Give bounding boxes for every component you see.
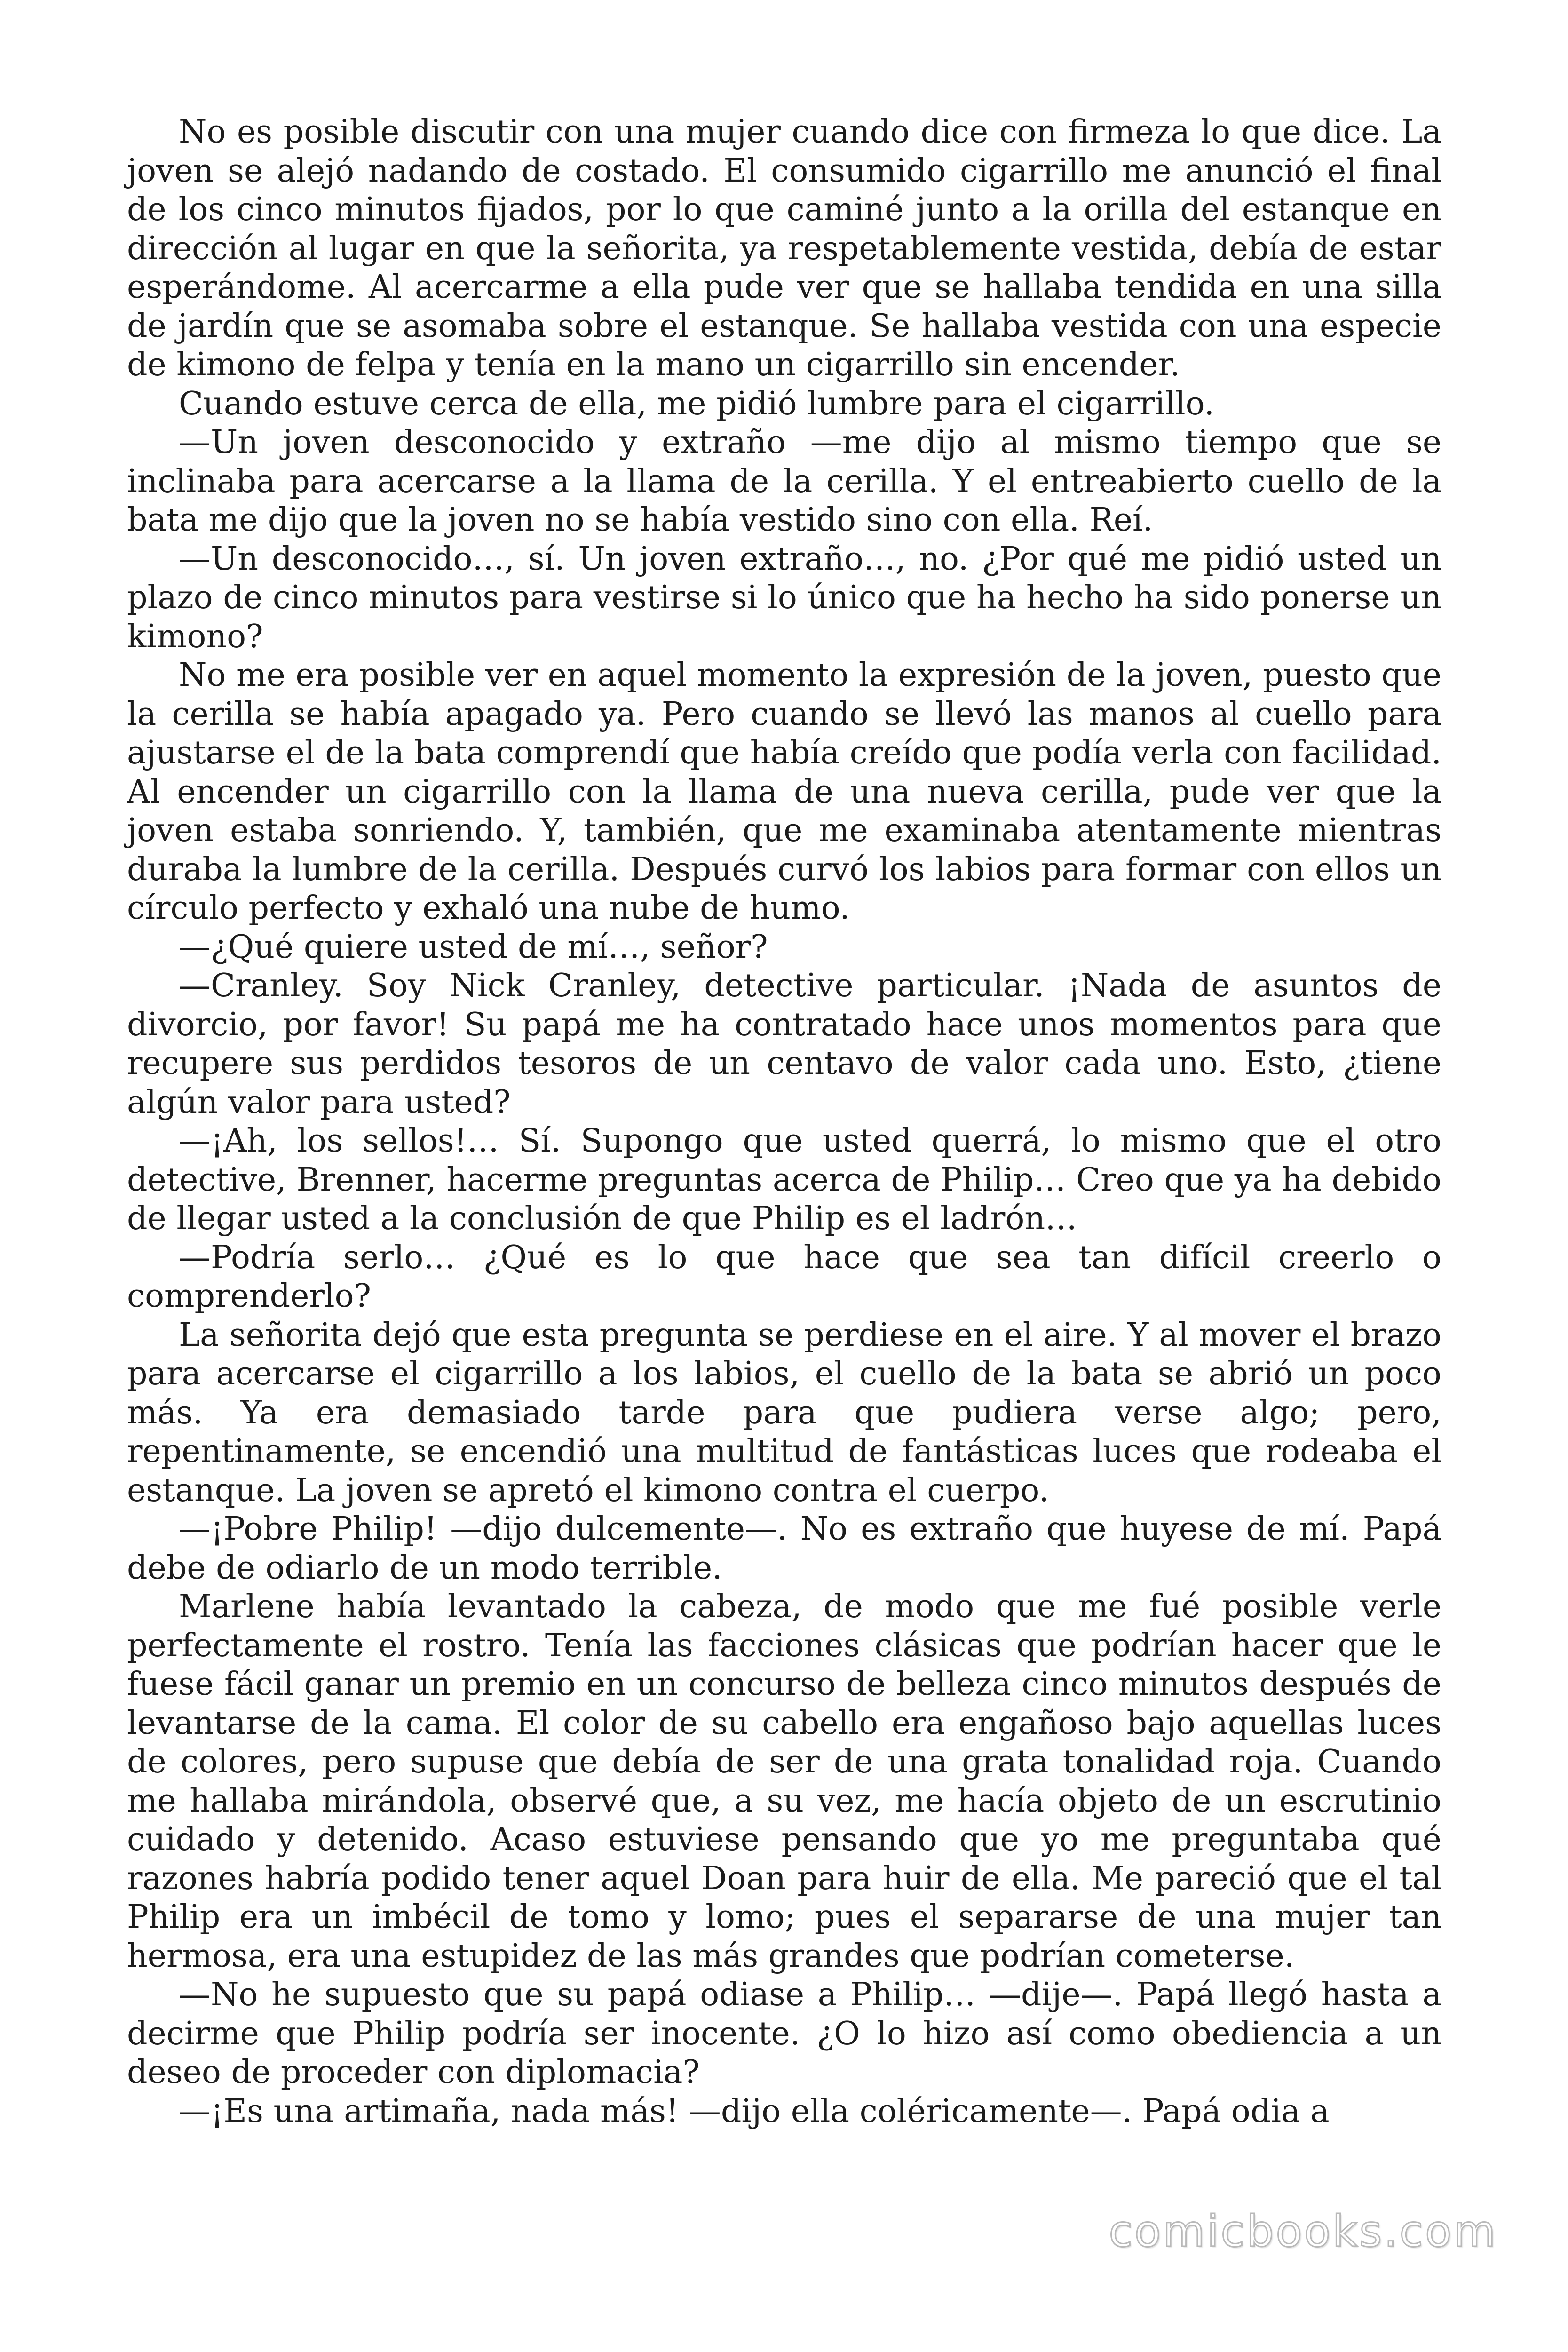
paragraph: —¿Qué quiere usted de mí…, señor? [179, 928, 768, 966]
watermark: comicbooks.com [1109, 2206, 1497, 2257]
paragraph: —Un desconocido…, sí. Un joven extraño…, no. ¿Por qué me pidió usted un plazo de cinco minutos para vestirse si lo único que ha hecho ha sido ponerse un kimono? [127, 540, 1441, 655]
paragraph: —¡Pobre Philip! —dijo dulcemente—. No es extraño que huyese de mí. Papá debe de odiarlo de un modo terrible. [127, 1510, 1441, 1587]
paragraph: —Cranley. Soy Nick Cranley, detective particular. ¡Nada de asuntos de divorcio, por favor! Su papá me ha contratado hace unos momentos para que recupere sus perdidos tesoros de un centavo de valor cada uno. Esto, ¿tiene algún valor para usted? [127, 967, 1441, 1121]
paragraph: No es posible discutir con una mujer cuando dice con firmeza lo que dice. La joven se alejó nadando de costado. El consumido cigarrillo me anunció el final de los cinco minutos fijados, por lo que caminé junto a la orilla del estanque en dirección al lugar en que la señorita, ya respetablemente vestida, debía de estar esperándome. Al acercarme a ella pude ver que se hallaba tendida en una silla de jardín que se asomaba sobre el estanque. Se hallaba vestida con una especie de kimono de felpa y tenía en la mano un cigarrillo sin encender. [127, 113, 1441, 383]
paragraph: —Un joven desconocido y extraño —me dijo al mismo tiempo que se inclinaba para acercarse a la llama de la cerilla. Y el entreabierto cuello de la bata me dijo que la joven no se había vestido sino con ella. Reí. [127, 424, 1441, 539]
body-text [127, 113, 1441, 2131]
paragraph: —Podría serlo… ¿Qué es lo que hace que sea tan difícil creerlo o comprenderlo? [127, 1239, 1441, 1315]
paragraph: La señorita dejó que esta pregunta se perdiese en el aire. Y al mover el brazo para acercarse el cigarrillo a los labios, el cuello de la bata se abrió un poco más. Ya era demasiado tarde para que pudiera verse algo; pero, repentinamente, se encendió una multitud de fantásticas luces que rodeaba el estanque. La joven se apretó el kimono contra el cuerpo. [127, 1316, 1441, 1509]
paragraph: Marlene había levantado la cabeza, de modo que me fué posible verle perfectamente el rostro. Tenía las facciones clásicas que podrían hacer que le fuese fácil ganar un premio en un concurso de belleza cinco minutos después de levantarse de la cama. El color de su cabello era engañoso bajo aquellas luces de colores, pero supuse que debía de ser de una grata tonalidad roja. Cuando me hallaba mirándola, observé que, a su vez, me hacía objeto de un escrutinio cuidado y detenido. Acaso estuviese pensando que yo me preguntaba qué razones habría podido tener aquel Doan para huir de ella. Me pareció que el tal Philip era un imbécil de tomo y lomo; pues el separarse de una mujer tan hermosa, era una estupidez de las más grandes que podrían cometerse. [127, 1588, 1441, 1975]
paragraph: —¡Es una artimaña, nada más! —dijo ella coléricamente—. Papá odia a [179, 2092, 1330, 2130]
paragraph: No me era posible ver en aquel momento la expresión de la joven, puesto que la cerilla se había apagado ya. Pero cuando se llevó las manos al cuello para ajustarse el de la bata comprendí que había creído que podía verla con facilidad. Al encender un cigarrillo con la llama de una nueva cerilla, pude ver que la joven estaba sonriendo. Y, también, que me examinaba atentamente mientras duraba la lumbre de la cerilla. Después curvó los labios para formar con ellos un círculo perfecto y exhaló una nube de humo. [127, 657, 1441, 927]
paragraph: —¡Ah, los sellos!… Sí. Supongo que usted querrá, lo mismo que el otro detective, Brenner, hacerme preguntas acerca de Philip… Creo que ya ha debido de llegar usted a la conclusión de que Philip es el ladrón… [127, 1122, 1441, 1237]
paragraph: Cuando estuve cerca de ella, me pidió lumbre para el cigarrillo. [179, 385, 1214, 422]
paragraph: —No he supuesto que su papá odiase a Philip… —dije—. Papá llegó hasta a decirme que Philip podría ser inocente. ¿O lo hizo así como obediencia a un deseo de proceder con diplomacia? [127, 1976, 1441, 2091]
